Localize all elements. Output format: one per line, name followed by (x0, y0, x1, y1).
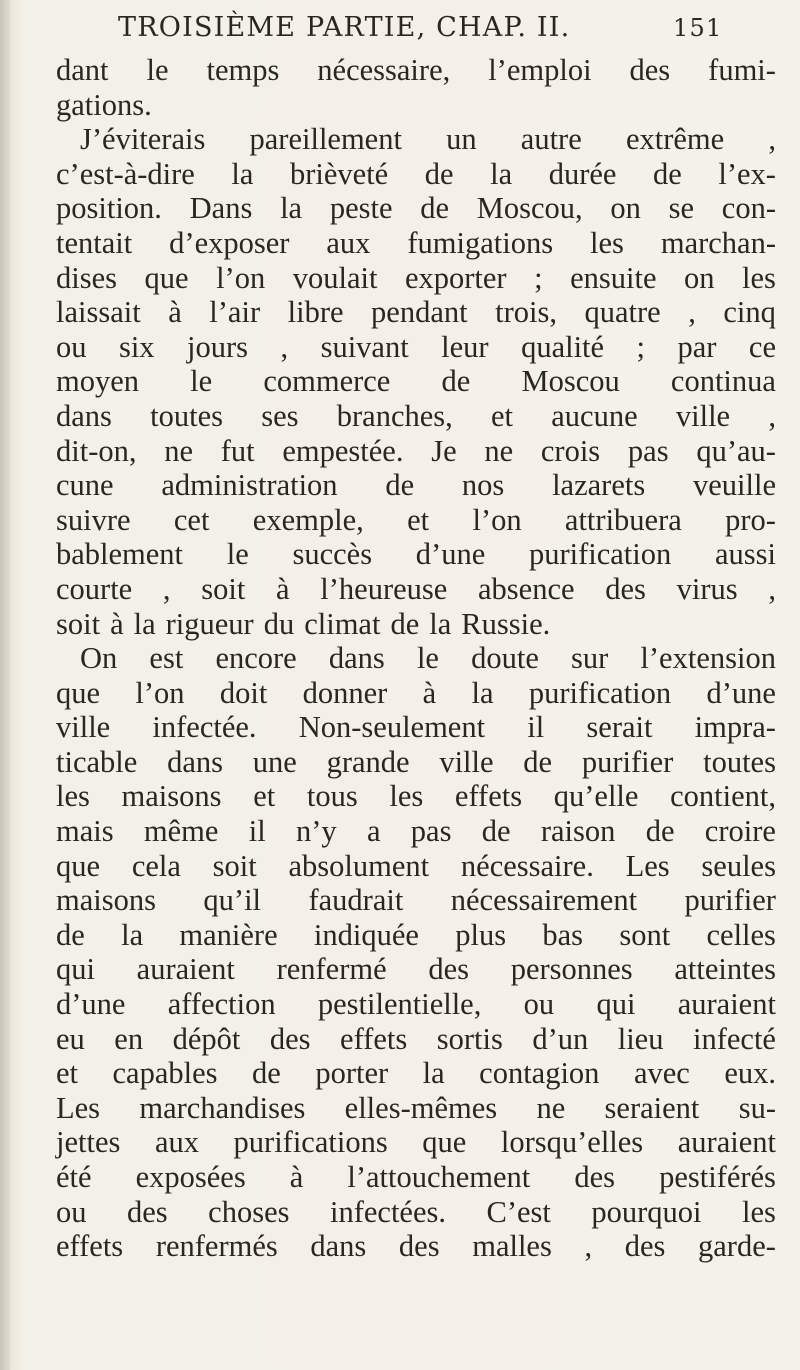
text-line: On est encore dans le doute sur l’extension (80, 641, 776, 676)
text-line: suivre cet exemple, et l’on attribuera pro- (56, 502, 776, 537)
text-line: Les marchandises elles-mêmes ne seraient su- (56, 1090, 776, 1125)
body-text (56, 53, 776, 1264)
text-line: dans toutes ses branches, et aucune ville , (56, 398, 776, 433)
text-line: jettes aux purifications que lorsqu’elles auraient (56, 1125, 776, 1160)
text-line: dant le temps nécessaire, l’emploi des fumi- (56, 53, 776, 87)
text-line: gations. (56, 87, 152, 122)
text-line: cune administration de nos lazarets veuille (56, 468, 776, 503)
text-line: courte , soit à l’heureuse absence des virus , (56, 571, 776, 606)
text-line: ticable dans une grande ville de purifier toutes (56, 744, 776, 779)
text-line: dises que l’on voulait exporter ; ensuite on les (56, 260, 776, 295)
running-head-title: TROISIÈME PARTIE, CHAP. II. (118, 12, 571, 43)
text-line: été exposées à l’attouchement des pestiférés (56, 1160, 776, 1194)
running-head (118, 8, 723, 48)
text-line: moyen le commerce de Moscou continua (56, 364, 776, 399)
page-number: 151 (673, 14, 723, 42)
text-line: laissait à l’air libre pendant trois, quatre , cinq (56, 295, 776, 330)
text-line: et capables de porter la contagion avec eux. (56, 1056, 776, 1091)
binding-edge (0, 0, 10, 1370)
text-line: J’éviterais pareillement un autre extrême , (80, 122, 776, 157)
text-line: eu en dépôt des effets sortis d’un lieu infecté (56, 1021, 776, 1056)
text-line: ou des choses infectées. C’est pourquoi les (56, 1194, 776, 1229)
text-line: bablement le succès d’une purification aussi (56, 537, 776, 572)
text-line: tentait d’exposer aux fumigations les marchan- (56, 225, 776, 260)
text-line: qui auraient renfermé des personnes atteintes (56, 952, 776, 987)
text-line: position. Dans la peste de Moscou, on se con- (56, 191, 776, 226)
text-line: que l’on doit donner à la purification d’une (56, 675, 776, 710)
text-line: maisons qu’il faudrait nécessairement purifier (56, 883, 776, 918)
text-line: effets renfermés dans des malles , des garde- (56, 1229, 776, 1264)
text-line: d’une affection pestilentielle, ou qui auraient (56, 987, 776, 1022)
text-line: c’est-à-dire la brièveté de la durée de l’ex- (56, 156, 776, 191)
text-line: ville infectée. Non-seulement il serait impra- (56, 710, 776, 745)
text-line: ou six jours , suivant leur qualité ; par ce (56, 329, 776, 364)
text-line: que cela soit absolument nécessaire. Les seules (56, 848, 776, 883)
text-line: de la manière indiquée plus bas sont celles (56, 917, 776, 952)
text-line: mais même il n’y a pas de raison de croire (56, 814, 776, 849)
text-line: dit-on, ne fut empestée. Je ne crois pas qu’au- (56, 433, 776, 468)
text-line: les maisons et tous les effets qu’elle contient, (56, 779, 776, 814)
text-line: soit à la rigueur du climat de la Russie. (56, 606, 551, 641)
